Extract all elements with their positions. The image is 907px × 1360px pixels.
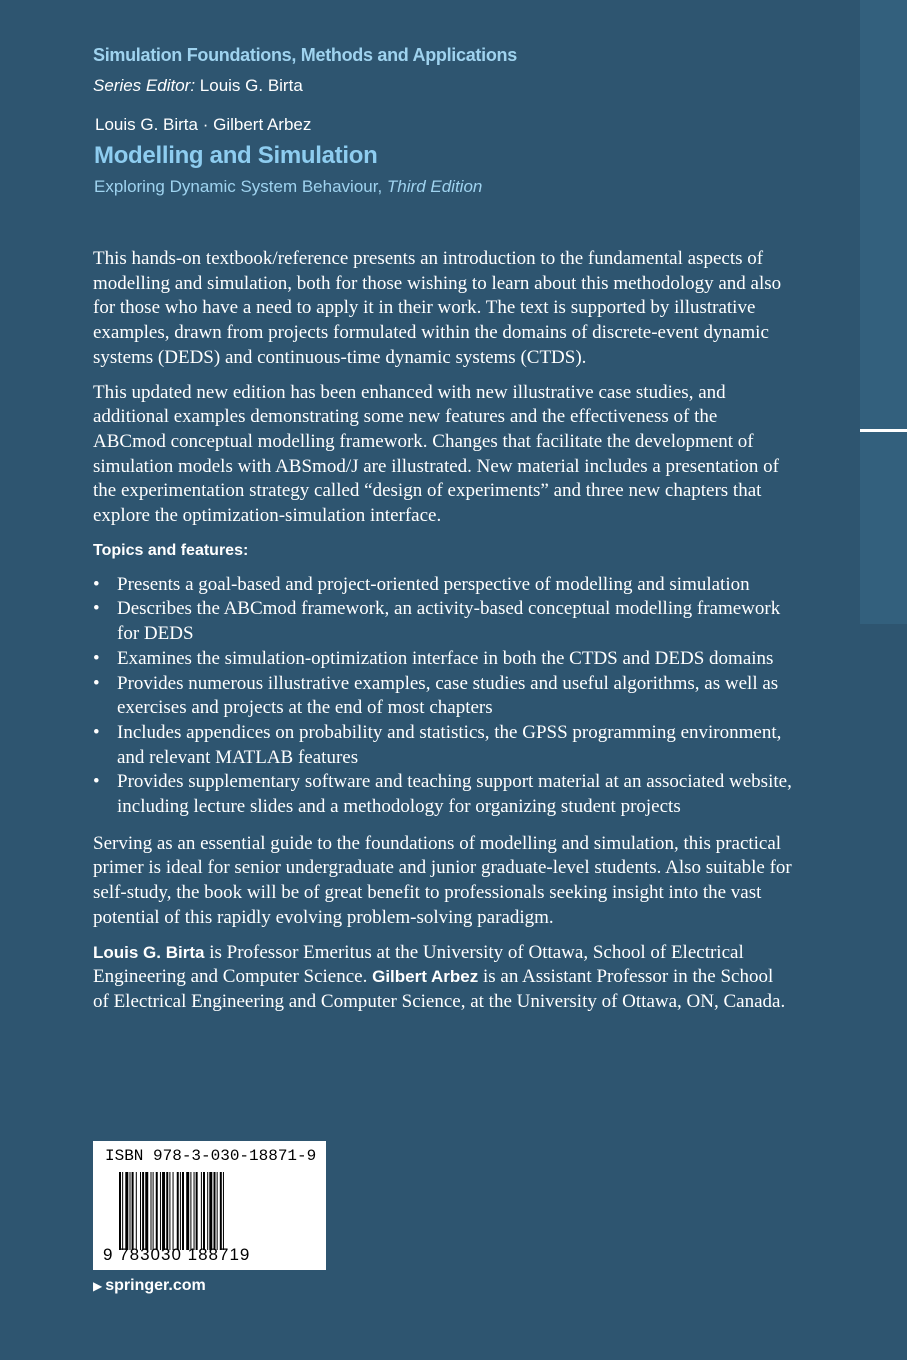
barcode-bar — [151, 1172, 152, 1250]
barcode-bar — [156, 1172, 158, 1250]
topic-text: Includes appendices on probability and statistics, the GPSS programming environment, and relevant MATLAB features — [117, 721, 782, 768]
spine-edge-panel — [860, 0, 907, 624]
isbn-text: ISBN 978-3-030-18871-9 — [105, 1147, 317, 1165]
barcode-bar — [194, 1172, 195, 1250]
barcode-bar — [209, 1172, 212, 1250]
series-editor-label: Series Editor: — [93, 76, 196, 95]
barcode-bar — [169, 1172, 170, 1250]
barcode-bar — [186, 1172, 189, 1250]
topics-heading: Topics and features: — [93, 541, 249, 559]
barcode-bar — [223, 1172, 224, 1250]
bullet-icon: • — [93, 721, 100, 743]
series-editor — [93, 76, 303, 96]
barcode-bar — [173, 1172, 174, 1250]
arrow-right-icon: ▶ — [93, 1279, 103, 1293]
book-subtitle — [94, 177, 482, 197]
barcode-box — [93, 1141, 326, 1270]
barcode-bar — [196, 1172, 198, 1250]
topic-item — [93, 597, 793, 646]
barcode-bar — [140, 1172, 141, 1250]
topic-text: Describes the ABCmod framework, an activity-based conceptual modelling framework for DEDS — [117, 598, 781, 645]
barcode-digits: 9 783030 188719 — [103, 1245, 251, 1264]
barcode-bar — [182, 1172, 184, 1250]
author1-name: Louis G. Birta — [93, 942, 205, 962]
bullet-icon: • — [93, 771, 100, 793]
barcode-bar — [119, 1172, 121, 1250]
barcode-bar — [145, 1172, 148, 1250]
series-title: Simulation Foundations, Methods and Applications — [93, 45, 517, 65]
topics-list — [93, 573, 793, 820]
barcode-bar — [166, 1172, 168, 1250]
author2-bio: is an Assistant Professor in the School of Electrical Engineering and Computer Science, at the University of Ottawa, ON, Canada. — [93, 966, 786, 1012]
topic-text: Provides supplementary software and teaching support material at an associated website, including lecture slides and a methodology for organizing student projects — [117, 771, 792, 818]
barcode-bar — [162, 1172, 165, 1250]
bullet-icon: • — [93, 573, 100, 595]
about-authors-paragraph — [93, 941, 793, 1015]
barcode-bar — [153, 1172, 154, 1250]
series-editor-name: Louis G. Birta — [199, 76, 303, 95]
barcode-bars — [119, 1172, 314, 1250]
barcode-bar — [125, 1172, 128, 1250]
edition-paragraph: This updated new edition has been enhanced with new illustrative case studies, and additional examples demonstrating some new features and the effectiveness of the ABCmod conceptual modelling framework. Changes that facilitate the development of simulation models with ABSmod/J are illustrated. New material includes a presentation of the experimentation strategy called “design of experiments” and three new chapters that explore the optimization-simulation interface. — [93, 381, 779, 527]
topic-item — [93, 573, 793, 598]
barcode-bar — [160, 1172, 161, 1250]
bullet-icon: • — [93, 647, 100, 669]
bullet-icon: • — [93, 598, 100, 620]
barcode-bar — [201, 1172, 202, 1250]
book-edition: Third Edition — [386, 177, 483, 196]
barcode-bar — [220, 1172, 222, 1250]
topic-item — [93, 721, 793, 770]
barcode-bar — [203, 1172, 205, 1250]
barcode-bar — [180, 1172, 181, 1250]
publisher-url[interactable]: springer.com — [105, 1277, 206, 1294]
topic-item — [93, 770, 793, 819]
intro-paragraph: This hands-on textbook/reference presents an introduction to the fundamental aspects of modelling and simulation, both for those wishing to learn about this methodology and also for those who have a need to apply it in their work. The text is supported by illustrative examples, drawn from projects formulated within the domains of discrete-event dynamic systems (DEDS) and continuous-time dynamic systems (CTDS). — [93, 248, 782, 368]
book-subtitle-text: Exploring Dynamic System Behaviour, — [94, 177, 383, 196]
topic-text: Presents a goal-based and project-oriented perspective of modelling and simulation — [117, 573, 750, 595]
author2-name: Gilbert Arbez — [372, 967, 479, 987]
barcode-bar — [177, 1172, 179, 1250]
barcode-bar — [207, 1172, 208, 1250]
barcode-bar — [217, 1172, 218, 1250]
summary-paragraph: Serving as an essential guide to the foundations of modelling and simulation, this practical primer is ideal for senior undergraduate and junior graduate-level students. Also suitable for self-study, the book will be of great benefit to professionals seeking insight into the vast potential of this rapidly evolving problem-solving paradigm. — [93, 832, 792, 928]
author1-bio: is Professor Emeritus at the University of Ottawa, School of Electrical Engineering and Computer Science. — [93, 941, 744, 988]
barcode-bar — [130, 1172, 131, 1250]
book-authors: Louis G. Birta · Gilbert Arbez — [95, 115, 312, 134]
book-title: Modelling and Simulation — [94, 142, 378, 169]
bullet-icon: • — [93, 672, 100, 694]
topic-text: Examines the simulation-optimization interface in both the CTDS and DEDS domains — [117, 647, 774, 669]
blurb-body — [93, 247, 793, 1025]
barcode-bar — [142, 1172, 144, 1250]
barcode-bar — [132, 1172, 134, 1250]
barcode-bar — [136, 1172, 137, 1250]
publisher-link[interactable] — [93, 1277, 206, 1295]
topic-text: Provides numerous illustrative examples, case studies and useful algorithms, as well as exercises and projects at the end of most chapters — [117, 672, 779, 719]
topic-item — [93, 647, 793, 672]
spine-edge-rule — [860, 429, 907, 432]
barcode-bar — [214, 1172, 216, 1250]
barcode-bar — [122, 1172, 123, 1250]
topic-item — [93, 672, 793, 721]
barcode-bar — [190, 1172, 191, 1250]
